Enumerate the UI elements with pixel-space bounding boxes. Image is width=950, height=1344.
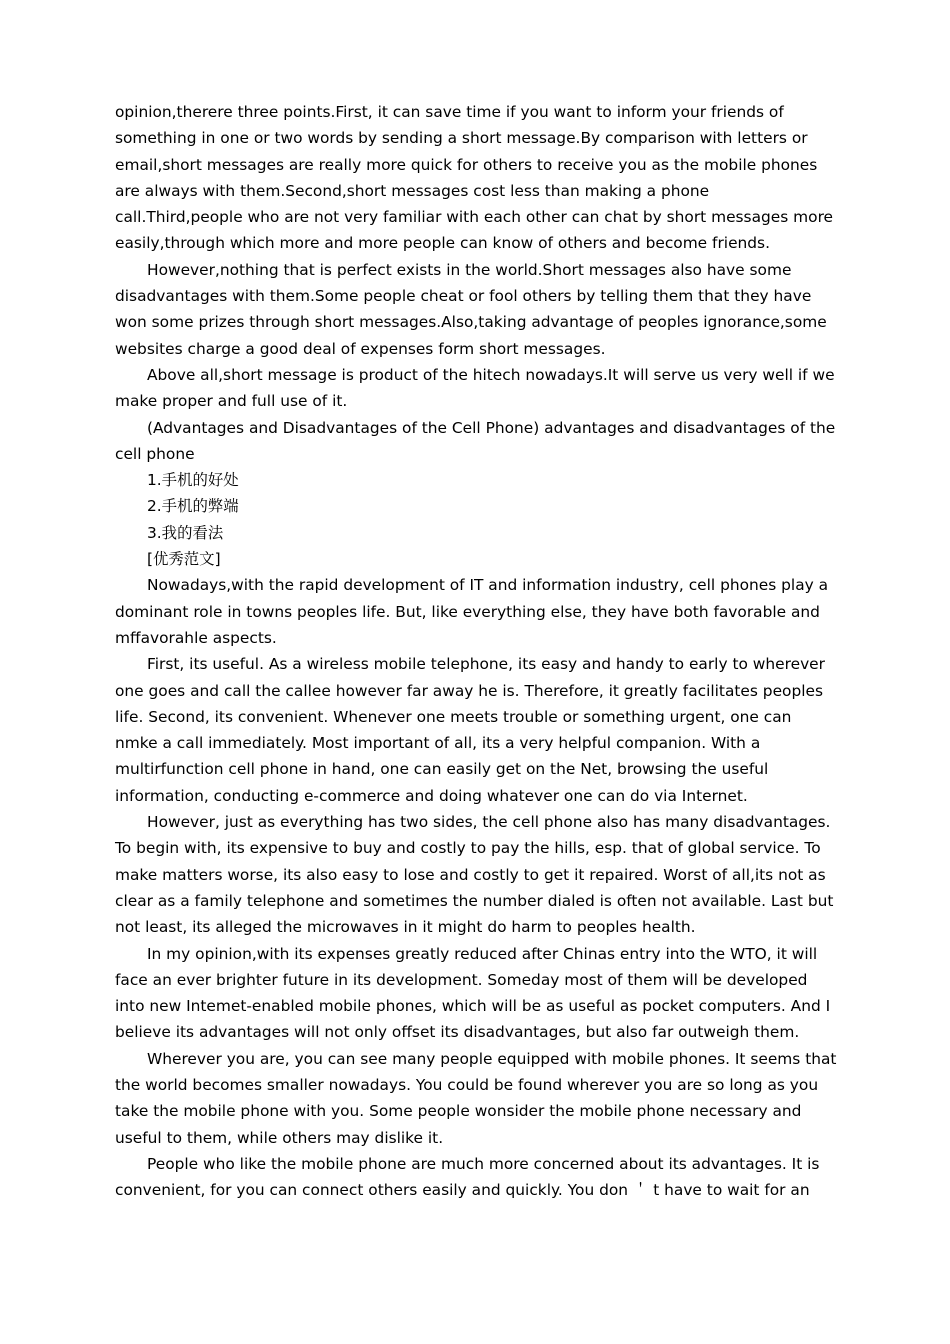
paragraph-people-who-like: People who like the mobile phone are much more concerned about its advantages. It is convenient, for you can connect others easily and quickly. You don ＇ t have to wait for an: [115, 1154, 820, 1200]
document-page: [115, 99, 837, 1203]
paragraph-disadvantages-short-messages: However,nothing that is perfect exists in the world.Short messages also have some disadvantages with them.Some people cheat or fool others by telling them that they have won some prizes through short messages.Also,taking advantage of peoples ignorance,some websites charge a good deal of expenses form short messages.: [115, 260, 827, 358]
paragraph-disadvantages: However, just as everything has two sides, the cell phone also has many disadvantages. To begin with, its expensive to buy and costly to pay the hills, esp. that of global service. To make matters worse, its also easy to lose and costly to get it repaired. Worst of all,its not as clear as a family telephone and sometimes the number dialed is often not available. Last but not least, its alleged the microwaves in it might do harm to peoples health.: [115, 813, 834, 937]
paragraph-above-all: Above all,short message is product of the hitech nowadays.It will serve us very well if we make proper and full use of it.: [115, 365, 835, 411]
paragraph-nowadays: Nowadays,with the rapid development of IT and information industry, cell phones play a dominant role in towns peoples life. But, like everything else, they have both favorable and mffavorahle aspects.: [115, 576, 829, 647]
paragraph-opinion-three-points: opinion,therere three points.First, it can save time if you want to inform your friends of something in one or two words by sending a short message.By comparison with letters or email,short messages are really more quick for others to receive you as the mobile phones are always with them.Second,short messages cost less than making a phone call.Third,people who are not very familiar with each other can chat by short messages more easily,through which more and more people can know of others and become friends.: [115, 103, 834, 253]
outline-item-2: 2.手机的弊端: [147, 497, 239, 516]
model-essay-label: [优秀范文]: [147, 550, 221, 569]
essay-title: (Advantages and Disadvantages of the Cell Phone) advantages and disadvantages of the cell phone: [115, 418, 836, 463]
outline-item-1: 1.手机的好处: [147, 471, 239, 490]
outline-item-3: 3.我的看法: [147, 523, 224, 542]
paragraph-advantages: First, its useful. As a wireless mobile telephone, its easy and handy to early to wherever one goes and call the callee however far away he is. Therefore, it greatly facilitates peoples life. Second, its convenient. Whenever one meets trouble or something urgent, one can nmke a call immediately. Most important of all, its a very helpful companion. With a multirfunction cell phone in hand, one can easily get on the Net, browsing the useful information, conducting e-commerce and doing whatever one can do via Internet.: [115, 655, 825, 805]
paragraph-opinion: In my opinion,with its expenses greatly reduced after Chinas entry into the WTO, it will face an ever brighter future in its development. Someday most of them will be developed into new Intemet-enabled mobile phones, which will be as useful as pocket computers. And I believe its advantages will not only offset its disadvantages, but also far outweigh them.: [115, 944, 831, 1042]
paragraph-wherever-you-are: Wherever you are, you can see many people equipped with mobile phones. It seems that the world becomes smaller nowadays. You could be found wherever you are so long as you take the mobile phone with you. Some people wonsider the mobile phone necessary and useful to them, while others may dislike it.: [115, 1049, 837, 1147]
